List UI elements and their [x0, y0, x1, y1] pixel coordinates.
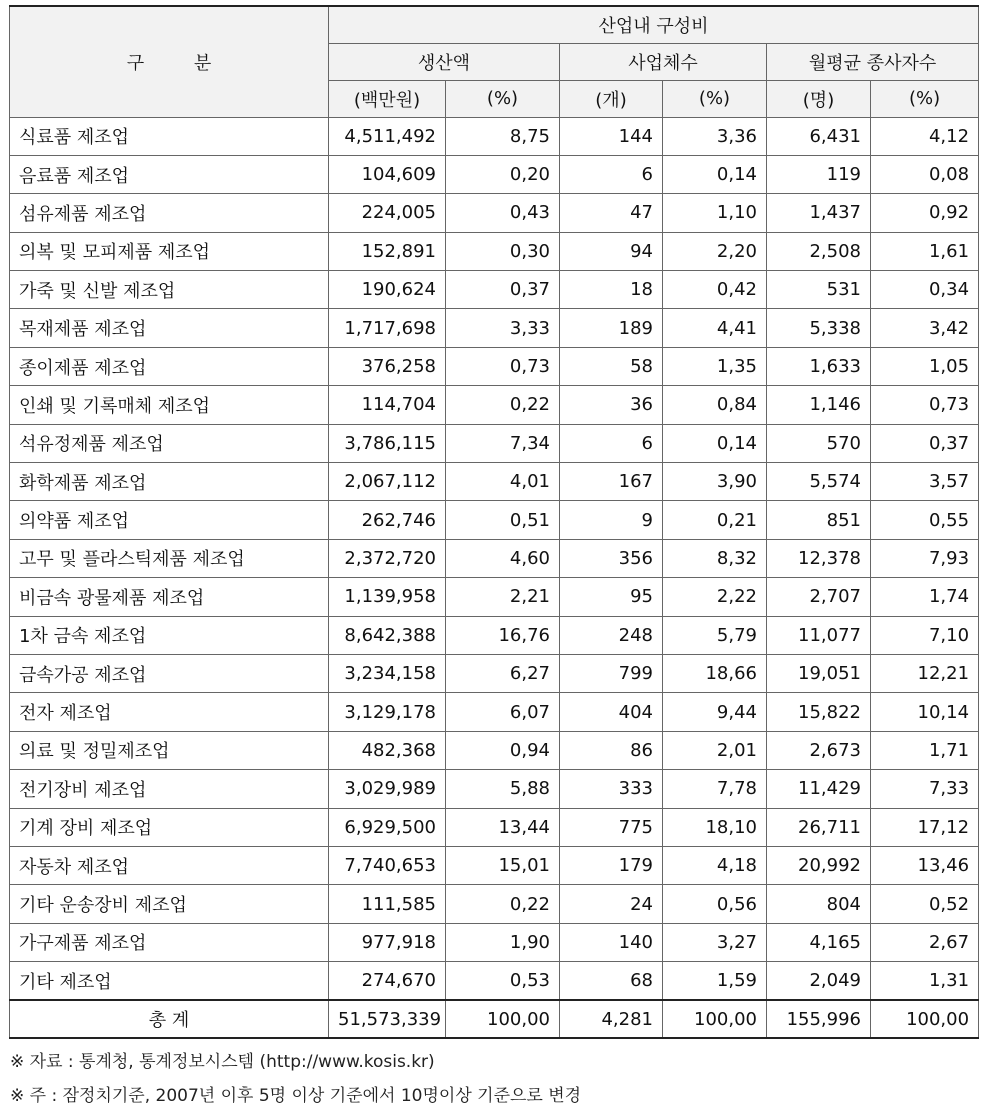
table-row: [10, 578, 979, 616]
employees-cell: 15,822: [767, 693, 871, 731]
production-pct-cell: 0,53: [446, 962, 560, 1000]
employees-pct-cell: 7,10: [871, 616, 979, 654]
industry-name-cell: 자동차 제조업: [10, 846, 329, 884]
production-pct-cell: 8,75: [446, 117, 560, 155]
establishments-pct-cell: 0,56: [663, 885, 767, 923]
production-pct-cell: 0,20: [446, 155, 560, 193]
production-cell: 114,704: [329, 386, 446, 424]
production-cell: 224,005: [329, 194, 446, 232]
establishments-cell: 6: [560, 155, 663, 193]
table-row: [10, 616, 979, 654]
production-cell: 977,918: [329, 923, 446, 961]
header-production: 생산액: [329, 43, 560, 80]
source-note: ※ 자료 : 통계청, 통계정보시스템 (http://www.kosis.kr): [10, 1052, 435, 1072]
industry-composition-table: [9, 5, 979, 1039]
industry-name-cell: 의료 및 정밀제조업: [10, 731, 329, 769]
employees-cell: 5,338: [767, 309, 871, 347]
establishments-pct-cell: 18,10: [663, 808, 767, 846]
employees-cell: 20,992: [767, 846, 871, 884]
establishments-cell: 18: [560, 271, 663, 309]
employees-cell: 12,378: [767, 539, 871, 577]
industry-name-cell: 기타 제조업: [10, 962, 329, 1000]
industry-name-cell: 비금속 광물제품 제조업: [10, 578, 329, 616]
industry-name-cell: 종이제품 제조업: [10, 347, 329, 385]
industry-name-cell: 1차 금속 제조업: [10, 616, 329, 654]
employees-cell: 26,711: [767, 808, 871, 846]
employees-pct-cell: 3,57: [871, 463, 979, 501]
production-pct-cell: 4,60: [446, 539, 560, 577]
production-pct-cell: 0,37: [446, 271, 560, 309]
establishments-cell: 24: [560, 885, 663, 923]
production-pct-cell: 4,01: [446, 463, 560, 501]
establishments-cell: 86: [560, 731, 663, 769]
table-row: [10, 923, 979, 961]
employees-pct-cell: 7,33: [871, 770, 979, 808]
establishments-pct-cell: 3,27: [663, 923, 767, 961]
unit-establishments: (개): [560, 80, 663, 117]
header-gubun: 구 분: [10, 6, 329, 117]
employees-cell: 6,431: [767, 117, 871, 155]
establishments-cell: 58: [560, 347, 663, 385]
establishments-pct-cell: 8,32: [663, 539, 767, 577]
employees-pct-cell: 0,08: [871, 155, 979, 193]
employees-pct-cell: 0,73: [871, 386, 979, 424]
table-row: [10, 770, 979, 808]
establishments-pct-cell: 2,22: [663, 578, 767, 616]
employees-cell: 4,165: [767, 923, 871, 961]
establishments-pct-cell: 2,01: [663, 731, 767, 769]
employees-pct-cell: 0,92: [871, 194, 979, 232]
establishments-pct-cell: 3,36: [663, 117, 767, 155]
unit-establishments-pct: (%): [663, 80, 767, 117]
employees-cell: 570: [767, 424, 871, 462]
employees-pct-cell: 7,93: [871, 539, 979, 577]
production-cell: 111,585: [329, 885, 446, 923]
table-row: [10, 463, 979, 501]
production-pct-cell: 3,33: [446, 309, 560, 347]
production-pct-cell: 2,21: [446, 578, 560, 616]
table-row: [10, 885, 979, 923]
production-pct-cell: 0,30: [446, 232, 560, 270]
employees-pct-cell: 100,00: [871, 1000, 979, 1038]
establishments-cell: 333: [560, 770, 663, 808]
establishments-pct-cell: 18,66: [663, 654, 767, 692]
production-cell: 51,573,339: [329, 1000, 446, 1038]
establishments-pct-cell: 7,78: [663, 770, 767, 808]
production-cell: 3,129,178: [329, 693, 446, 731]
employees-pct-cell: 12,21: [871, 654, 979, 692]
employees-pct-cell: 2,67: [871, 923, 979, 961]
production-cell: 104,609: [329, 155, 446, 193]
establishments-pct-cell: 9,44: [663, 693, 767, 731]
establishments-cell: 94: [560, 232, 663, 270]
industry-name-cell: 섬유제품 제조업: [10, 194, 329, 232]
establishments-pct-cell: 5,79: [663, 616, 767, 654]
establishments-pct-cell: 0,21: [663, 501, 767, 539]
unit-production-pct: (%): [446, 80, 560, 117]
production-pct-cell: 100,00: [446, 1000, 560, 1038]
employees-pct-cell: 10,14: [871, 693, 979, 731]
establishments-pct-cell: 1,59: [663, 962, 767, 1000]
production-cell: 1,139,958: [329, 578, 446, 616]
establishments-pct-cell: 1,35: [663, 347, 767, 385]
production-cell: 1,717,698: [329, 309, 446, 347]
production-cell: 3,786,115: [329, 424, 446, 462]
table-row: [10, 155, 979, 193]
header-group: 산업내 구성비: [329, 6, 979, 43]
employees-cell: 851: [767, 501, 871, 539]
establishments-cell: 4,281: [560, 1000, 663, 1038]
production-cell: 8,642,388: [329, 616, 446, 654]
production-cell: 274,670: [329, 962, 446, 1000]
production-pct-cell: 7,34: [446, 424, 560, 462]
industry-name-cell: 기계 장비 제조업: [10, 808, 329, 846]
establishments-cell: 140: [560, 923, 663, 961]
establishments-pct-cell: 0,84: [663, 386, 767, 424]
production-pct-cell: 16,76: [446, 616, 560, 654]
table-row: [10, 386, 979, 424]
industry-name-cell: 목재제품 제조업: [10, 309, 329, 347]
industry-name-cell: 화학제품 제조업: [10, 463, 329, 501]
production-pct-cell: 13,44: [446, 808, 560, 846]
employees-cell: 2,707: [767, 578, 871, 616]
establishments-pct-cell: 0,14: [663, 155, 767, 193]
establishments-cell: 404: [560, 693, 663, 731]
industry-name-cell: 가구제품 제조업: [10, 923, 329, 961]
production-cell: 262,746: [329, 501, 446, 539]
table-row: [10, 539, 979, 577]
production-cell: 2,067,112: [329, 463, 446, 501]
production-pct-cell: 1,90: [446, 923, 560, 961]
employees-pct-cell: 0,37: [871, 424, 979, 462]
table-row: [10, 962, 979, 1000]
table-row: [10, 309, 979, 347]
production-pct-cell: 0,22: [446, 885, 560, 923]
employees-cell: 804: [767, 885, 871, 923]
establishments-cell: 775: [560, 808, 663, 846]
establishments-cell: 9: [560, 501, 663, 539]
production-cell: 152,891: [329, 232, 446, 270]
production-cell: 3,029,989: [329, 770, 446, 808]
employees-pct-cell: 1,74: [871, 578, 979, 616]
industry-name-cell: 고무 및 플라스틱제품 제조업: [10, 539, 329, 577]
establishments-pct-cell: 1,10: [663, 194, 767, 232]
table-row: [10, 194, 979, 232]
production-pct-cell: 0,43: [446, 194, 560, 232]
table-row: [10, 731, 979, 769]
establishments-cell: 799: [560, 654, 663, 692]
production-cell: 3,234,158: [329, 654, 446, 692]
employees-cell: 2,049: [767, 962, 871, 1000]
unit-production: (백만원): [329, 80, 446, 117]
employees-cell: 1,633: [767, 347, 871, 385]
establishments-cell: 356: [560, 539, 663, 577]
industry-name-cell: 총 계: [10, 1000, 329, 1038]
employees-pct-cell: 1,05: [871, 347, 979, 385]
production-cell: 2,372,720: [329, 539, 446, 577]
production-pct-cell: 5,88: [446, 770, 560, 808]
industry-name-cell: 인쇄 및 기록매체 제조업: [10, 386, 329, 424]
establishments-pct-cell: 4,18: [663, 846, 767, 884]
production-pct-cell: 6,07: [446, 693, 560, 731]
establishments-pct-cell: 2,20: [663, 232, 767, 270]
production-pct-cell: 0,51: [446, 501, 560, 539]
table-row: [10, 693, 979, 731]
employees-pct-cell: 1,31: [871, 962, 979, 1000]
industry-name-cell: 전자 제조업: [10, 693, 329, 731]
employees-cell: 11,429: [767, 770, 871, 808]
header-establishments: 사업체수: [560, 43, 767, 80]
establishments-pct-cell: 3,90: [663, 463, 767, 501]
production-cell: 376,258: [329, 347, 446, 385]
total-row: [10, 1000, 979, 1038]
establishments-cell: 179: [560, 846, 663, 884]
header-employees: 월평균 종사자수: [767, 43, 979, 80]
industry-name-cell: 기타 운송장비 제조업: [10, 885, 329, 923]
establishments-cell: 167: [560, 463, 663, 501]
establishments-cell: 47: [560, 194, 663, 232]
footnotes: [10, 1045, 581, 1113]
employees-pct-cell: 0,34: [871, 271, 979, 309]
employees-cell: 2,508: [767, 232, 871, 270]
employees-cell: 19,051: [767, 654, 871, 692]
table-row: [10, 271, 979, 309]
production-pct-cell: 0,22: [446, 386, 560, 424]
production-cell: 190,624: [329, 271, 446, 309]
production-cell: 6,929,500: [329, 808, 446, 846]
establishments-pct-cell: 4,41: [663, 309, 767, 347]
production-pct-cell: 0,73: [446, 347, 560, 385]
table-row: [10, 347, 979, 385]
table-row: [10, 846, 979, 884]
employees-pct-cell: 4,12: [871, 117, 979, 155]
establishments-cell: 6: [560, 424, 663, 462]
establishments-cell: 144: [560, 117, 663, 155]
industry-name-cell: 음료품 제조업: [10, 155, 329, 193]
table-row: [10, 232, 979, 270]
production-pct-cell: 6,27: [446, 654, 560, 692]
establishments-pct-cell: 100,00: [663, 1000, 767, 1038]
table-row: [10, 808, 979, 846]
employees-cell: 531: [767, 271, 871, 309]
production-cell: 482,368: [329, 731, 446, 769]
employees-pct-cell: 0,52: [871, 885, 979, 923]
establishments-cell: 248: [560, 616, 663, 654]
industry-name-cell: 석유정제품 제조업: [10, 424, 329, 462]
unit-employees: (명): [767, 80, 871, 117]
establishments-pct-cell: 0,14: [663, 424, 767, 462]
employees-pct-cell: 13,46: [871, 846, 979, 884]
unit-employees-pct: (%): [871, 80, 979, 117]
industry-name-cell: 금속가공 제조업: [10, 654, 329, 692]
establishments-cell: 36: [560, 386, 663, 424]
establishments-cell: 68: [560, 962, 663, 1000]
employees-cell: 1,146: [767, 386, 871, 424]
employees-pct-cell: 1,61: [871, 232, 979, 270]
table-row: [10, 501, 979, 539]
employees-cell: 119: [767, 155, 871, 193]
employees-cell: 2,673: [767, 731, 871, 769]
industry-name-cell: 의약품 제조업: [10, 501, 329, 539]
production-cell: 4,511,492: [329, 117, 446, 155]
employees-cell: 155,996: [767, 1000, 871, 1038]
table-row: [10, 117, 979, 155]
employees-pct-cell: 1,71: [871, 731, 979, 769]
employees-cell: 1,437: [767, 194, 871, 232]
industry-name-cell: 의복 및 모피제품 제조업: [10, 232, 329, 270]
production-pct-cell: 0,94: [446, 731, 560, 769]
table-body: [10, 117, 979, 1038]
table-row: [10, 654, 979, 692]
production-pct-cell: 15,01: [446, 846, 560, 884]
establishments-pct-cell: 0,42: [663, 271, 767, 309]
table-row: [10, 424, 979, 462]
establishments-cell: 95: [560, 578, 663, 616]
remark-note: ※ 주 : 잠정치기준, 2007년 이후 5명 이상 기준에서 10명이상 기준으로 변경: [10, 1086, 582, 1106]
production-cell: 7,740,653: [329, 846, 446, 884]
employees-pct-cell: 3,42: [871, 309, 979, 347]
industry-name-cell: 가죽 및 신발 제조업: [10, 271, 329, 309]
employees-pct-cell: 0,55: [871, 501, 979, 539]
establishments-cell: 189: [560, 309, 663, 347]
industry-name-cell: 전기장비 제조업: [10, 770, 329, 808]
employees-cell: 5,574: [767, 463, 871, 501]
industry-name-cell: 식료품 제조업: [10, 117, 329, 155]
employees-cell: 11,077: [767, 616, 871, 654]
employees-pct-cell: 17,12: [871, 808, 979, 846]
